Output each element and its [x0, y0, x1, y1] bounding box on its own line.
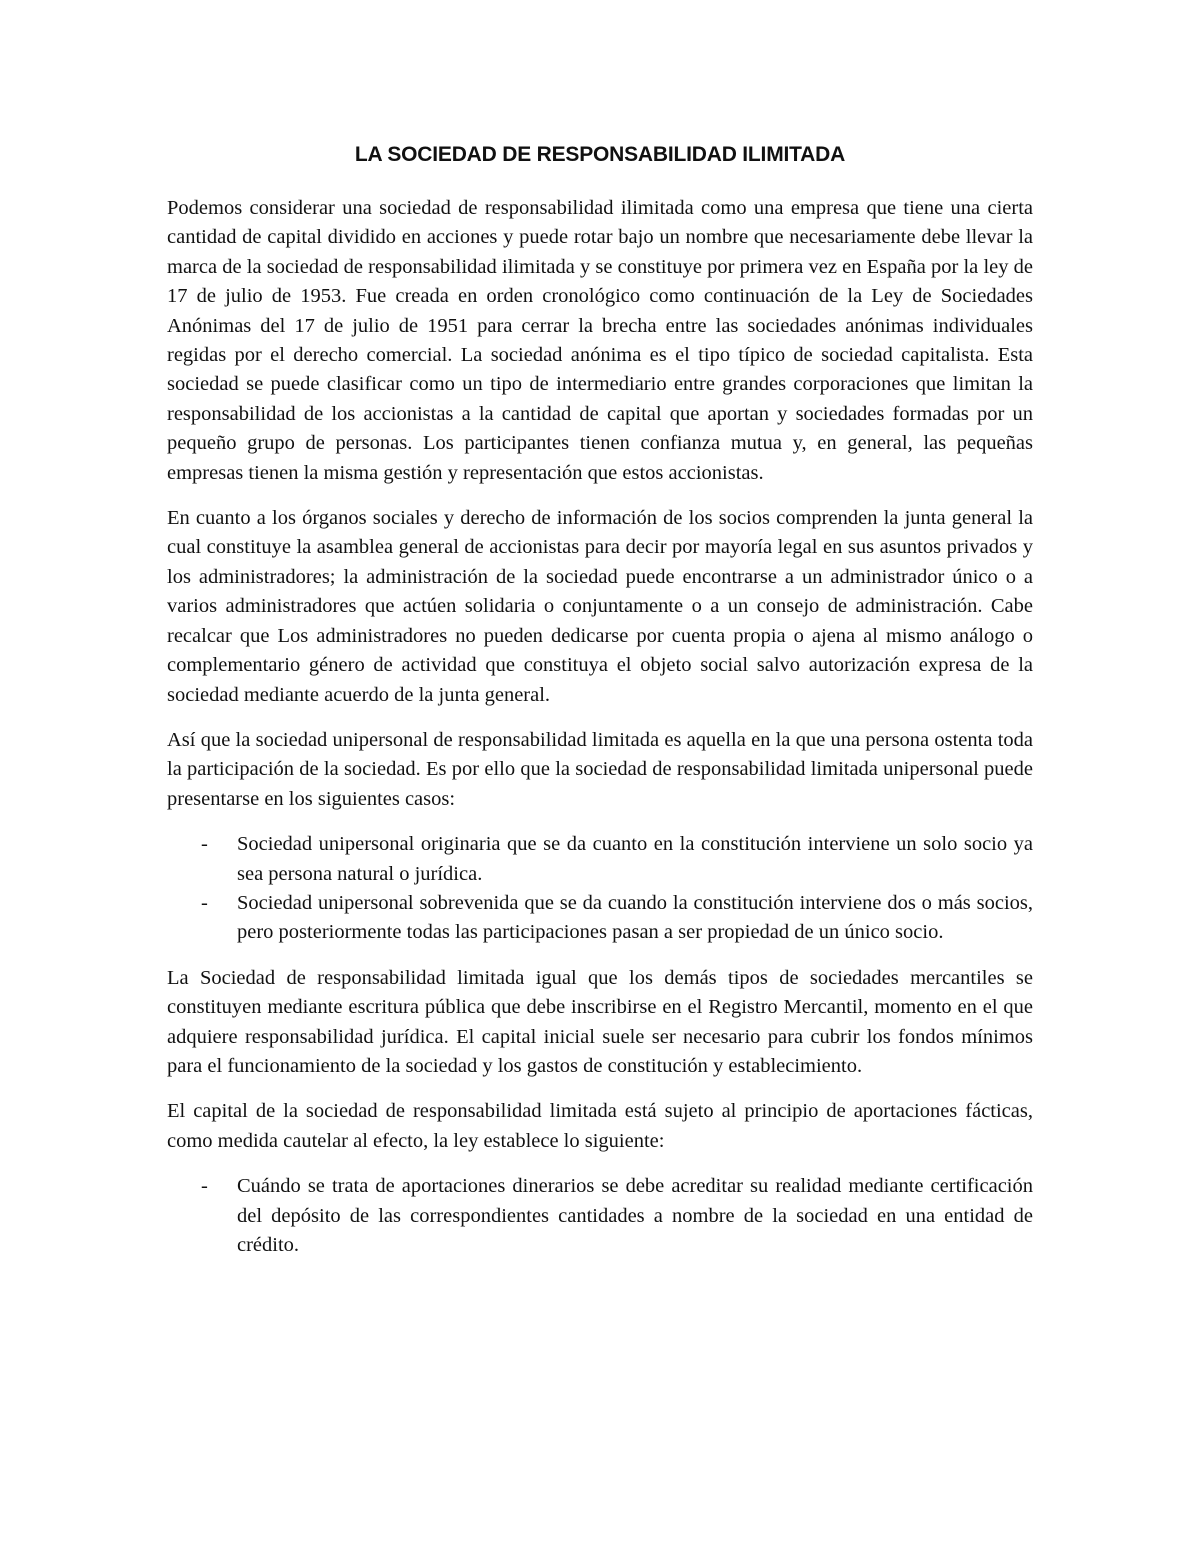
list-item	[167, 889, 1033, 948]
list-item-text: Sociedad unipersonal sobrevenida que se da cuando la constitución interviene dos o más socios, pero posteriormente todas las participaciones pasan a ser propiedad de un único socio.	[237, 891, 1033, 944]
requirements-list	[167, 1172, 1033, 1260]
dash-bullet: -	[201, 833, 208, 856]
list-item	[167, 830, 1033, 889]
document-title: LA SOCIEDAD DE RESPONSABILIDAD ILIMITADA	[354, 143, 846, 166]
dash-bullet: -	[201, 891, 208, 914]
paragraph-1: Podemos considerar una sociedad de responsabilidad ilimitada como una empresa que tiene una cierta cantidad de capital dividido en acciones y puede rotar bajo un nombre que necesariamente debe llevar la marca de la sociedad de responsabilidad ilimitada y se constituye por primera vez en España por la ley de 17 de julio de 1953. Fue creada en orden cronológico como continuación de la Ley de Sociedades Anónimas del 17 de julio de 1951 para cerrar la brecha entre las sociedades anónimas individuales regidas por el derecho comercial. La sociedad anónima es el tipo típico de sociedad capitalista. Esta sociedad se puede clasificar como un tipo de intermediario entre grandes corporaciones que limitan la responsabilidad de los accionistas a la cantidad de capital que aportan y sociedades formadas por un pequeño grupo de personas. Los participantes tienen confianza mutua y, en general, las pequeñas empresas tienen la misma gestión y representación que estos accionistas.	[167, 197, 1033, 484]
cases-list	[167, 830, 1033, 948]
paragraph-4: La Sociedad de responsabilidad limitada igual que los demás tipos de sociedades mercantiles se constituyen mediante escritura pública que debe inscribirse en el Registro Mercantil, momento en el que adquiere responsabilidad jurídica. El capital inicial suele ser necesario para cubrir los fondos mínimos para el funcionamiento de la sociedad y los gastos de constitución y establecimiento.	[167, 966, 1033, 1077]
paragraph-5: El capital de la sociedad de responsabilidad limitada está sujeto al principio de aportaciones fácticas, como medida cautelar al efecto, la ley establece lo siguiente:	[167, 1100, 1033, 1152]
list-item-text: Cuándo se trata de aportaciones dinerarios se debe acreditar su realidad mediante certificación del depósito de las correspondientes cantidades a nombre de la sociedad en una entidad de crédito.	[237, 1175, 1033, 1256]
document-body	[167, 140, 1033, 1276]
dash-bullet: -	[201, 1175, 208, 1198]
paragraph-2: En cuanto a los órganos sociales y derecho de información de los socios comprenden la junta general la cual constituye la asamblea general de accionistas para decir por mayoría legal en sus asuntos privados y los administradores; la administración de la sociedad puede encontrarse a un administrador único o a varios administradores que actúen solidaria o conjuntamente o a un consejo de administración. Cabe recalcar que Los administradores no pueden dedicarse por cuenta propia o ajena al mismo análogo o complementario género de actividad que constituya el objeto social salvo autorización expresa de la sociedad mediante acuerdo de la junta general.	[167, 507, 1033, 706]
list-item-text: Sociedad unipersonal originaria que se da cuanto en la constitución interviene un solo socio ya sea persona natural o jurídica.	[237, 833, 1033, 885]
list-item	[167, 1172, 1033, 1260]
paragraph-3: Así que la sociedad unipersonal de responsabilidad limitada es aquella en la que una persona ostenta toda la participación de la sociedad. Es por ello que la sociedad de responsabilidad limitada unipersonal puede presentarse en los siguientes casos:	[167, 728, 1033, 810]
